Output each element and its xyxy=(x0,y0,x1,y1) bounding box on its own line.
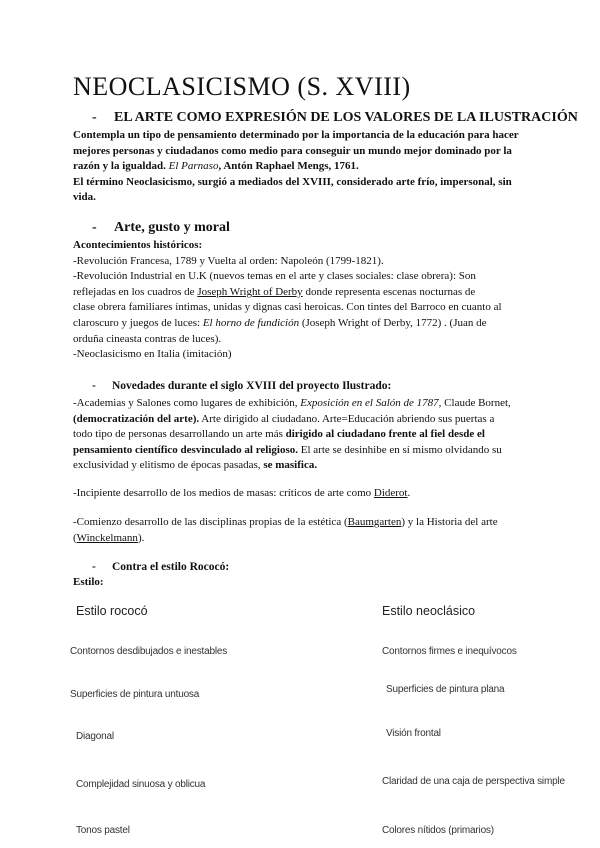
text-fragment: ) y la Historia del arte xyxy=(401,516,498,528)
link-diderot[interactable]: Diderot xyxy=(373,487,408,499)
text-fragment: Claude Bornet, xyxy=(441,397,511,409)
bullet-dash: - xyxy=(92,220,97,235)
text-line xyxy=(73,412,533,428)
text-line xyxy=(73,443,533,459)
text-fragment: todo tipo de personas desarrollando un arte más xyxy=(73,428,286,441)
section-heading-novedades xyxy=(92,380,391,392)
neoclasico-cell: Claridad de una caja de perspectiva simple xyxy=(382,776,565,787)
text-fragment: (Joseph Wright of Derby, 1772) . (Juan de xyxy=(299,316,487,329)
rococo-cell: Diagonal xyxy=(76,731,114,742)
text-fragment: claroscuro y juegos de luces: xyxy=(73,316,203,329)
text-line xyxy=(73,159,533,175)
paragraph-medios-masas xyxy=(73,486,533,502)
artwork-credit: , Antón Raphael Mengs, 1761. xyxy=(218,160,359,173)
text-fragment: . xyxy=(407,487,411,499)
bold-text: pensamiento científico desvinculado al religioso. xyxy=(73,443,298,456)
rococo-cell: Superficies de pintura untuosa xyxy=(70,689,200,700)
text-fragment: -Comienzo desarrollo de las disciplinas propias de la estética ( xyxy=(73,516,348,528)
text-fragment: El arte se desinhibe en sí mismo olvidando su xyxy=(298,443,502,456)
subheading: Estilo: xyxy=(73,576,104,588)
paragraph-ilustracion xyxy=(73,128,533,206)
text-line: Contempla un tipo de pensamiento determinado por la importancia de la educación para hacer xyxy=(73,129,519,141)
text-line: vida. xyxy=(73,191,96,204)
subheading: Acontecimientos históricos: xyxy=(73,239,203,251)
text-line: clase obrera familiares íntimas, unidas y dignas casi heroicas. Con tintes del Barroco en cuanto al xyxy=(73,301,502,314)
bullet-dash: - xyxy=(92,380,96,392)
page-title: NEOCLASICISMO (S. XVIII) xyxy=(73,72,411,101)
section-heading-rococo xyxy=(92,561,229,573)
text-fragment: -Academias y Salones como lugares de exhibición, xyxy=(73,397,301,409)
neoclasico-cell: Superficies de pintura plana xyxy=(386,684,505,695)
text-line: -Revolución Industrial en U.K (nuevos temas en el arte y clases sociales: clase obrera): Son xyxy=(73,270,476,283)
bullet-dash: - xyxy=(92,110,97,125)
heading-text: Contra el estilo Rococó: xyxy=(112,561,230,573)
bold-text: razón y la igualdad xyxy=(73,160,164,173)
text-line xyxy=(73,396,533,412)
rococo-cell: Contornos desdibujados e inestables xyxy=(70,646,227,657)
bullet-dash: - xyxy=(92,561,96,573)
text-line xyxy=(73,515,533,531)
heading-text: Novedades durante el siglo XVIII del proyecto Ilustrado: xyxy=(112,380,392,392)
paragraph-novedades xyxy=(73,396,533,474)
text-line xyxy=(73,458,533,474)
paragraph-estetica xyxy=(73,515,533,546)
artwork-title: Exposición en el Salón de 1787, xyxy=(300,397,442,409)
rococo-cell: Complejidad sinuosa y oblicua xyxy=(76,779,206,790)
text-line: El término Neoclasicismo, surgió a mediados del XVIII, considerado arte frío, impersonal, sin xyxy=(73,175,512,188)
column-header-rococo: Estilo rococó xyxy=(76,604,148,618)
text-line: mejores personas y ciudadanos como medio para conseguir un mundo mejor dominado por la xyxy=(73,144,512,157)
section-heading-ilustracion xyxy=(92,110,578,126)
text-fragment: exclusividad y elitismo de épocas pasadas, xyxy=(73,459,264,472)
link-joseph-wright[interactable]: Joseph Wright of Derby xyxy=(197,285,303,298)
text-fragment: reflejadas en los cuadros de xyxy=(73,285,198,298)
paragraph-acontecimientos xyxy=(73,238,533,363)
text-line xyxy=(73,427,533,443)
text-line xyxy=(73,285,533,301)
text-fragment: Arte dirigido al ciudadano. Arte=Educación abriendo sus puertas a xyxy=(199,412,495,425)
link-baumgarten[interactable]: Baumgarten xyxy=(347,516,402,528)
neoclasico-cell: Visión frontal xyxy=(386,728,441,739)
neoclasico-cell: Contornos firmes e inequívocos xyxy=(382,646,517,657)
heading-text: Arte, gusto y moral xyxy=(114,220,230,235)
bold-text: (democratización del arte). xyxy=(73,412,200,425)
paragraph-estilo xyxy=(73,575,533,591)
rococo-cell: Tonos pastel xyxy=(76,825,130,836)
text-line: -Neoclasicismo en Italia (imitación) xyxy=(73,348,232,361)
text-line: orduña cineasta contras de luces). xyxy=(73,332,222,345)
artwork-title: El Parnaso xyxy=(168,160,219,173)
bold-text: se masifica. xyxy=(263,459,318,472)
text-line xyxy=(73,316,533,332)
text-fragment: -Incipiente desarrollo de los medios de masas: críticos de arte como xyxy=(73,487,374,499)
bold-text: dirigido al ciudadano frente al fiel desde el xyxy=(285,428,485,441)
column-header-neoclasico: Estilo neoclásico xyxy=(382,604,476,618)
text-line: -Revolución Francesa, 1789 y Vuelta al orden: Napoleón (1799-1821). xyxy=(73,254,384,267)
artwork-title: El horno de fundición xyxy=(202,316,300,329)
text-fragment: ( xyxy=(73,531,77,544)
text-line xyxy=(73,531,533,547)
heading-text: EL ARTE COMO EXPRESIÓN DE LOS VALORES DE LA ILUSTRACIÓN xyxy=(114,110,578,125)
text-fragment: ). xyxy=(137,531,145,544)
text-line xyxy=(73,486,533,502)
section-heading-arte-gusto-moral xyxy=(92,220,230,236)
text-fragment: donde representa escenas nocturnas de xyxy=(302,285,476,298)
separator: . xyxy=(163,160,169,173)
link-winckelmann[interactable]: Winckelmann xyxy=(76,531,138,544)
neoclasico-cell: Colores nítidos (primarios) xyxy=(382,825,494,836)
